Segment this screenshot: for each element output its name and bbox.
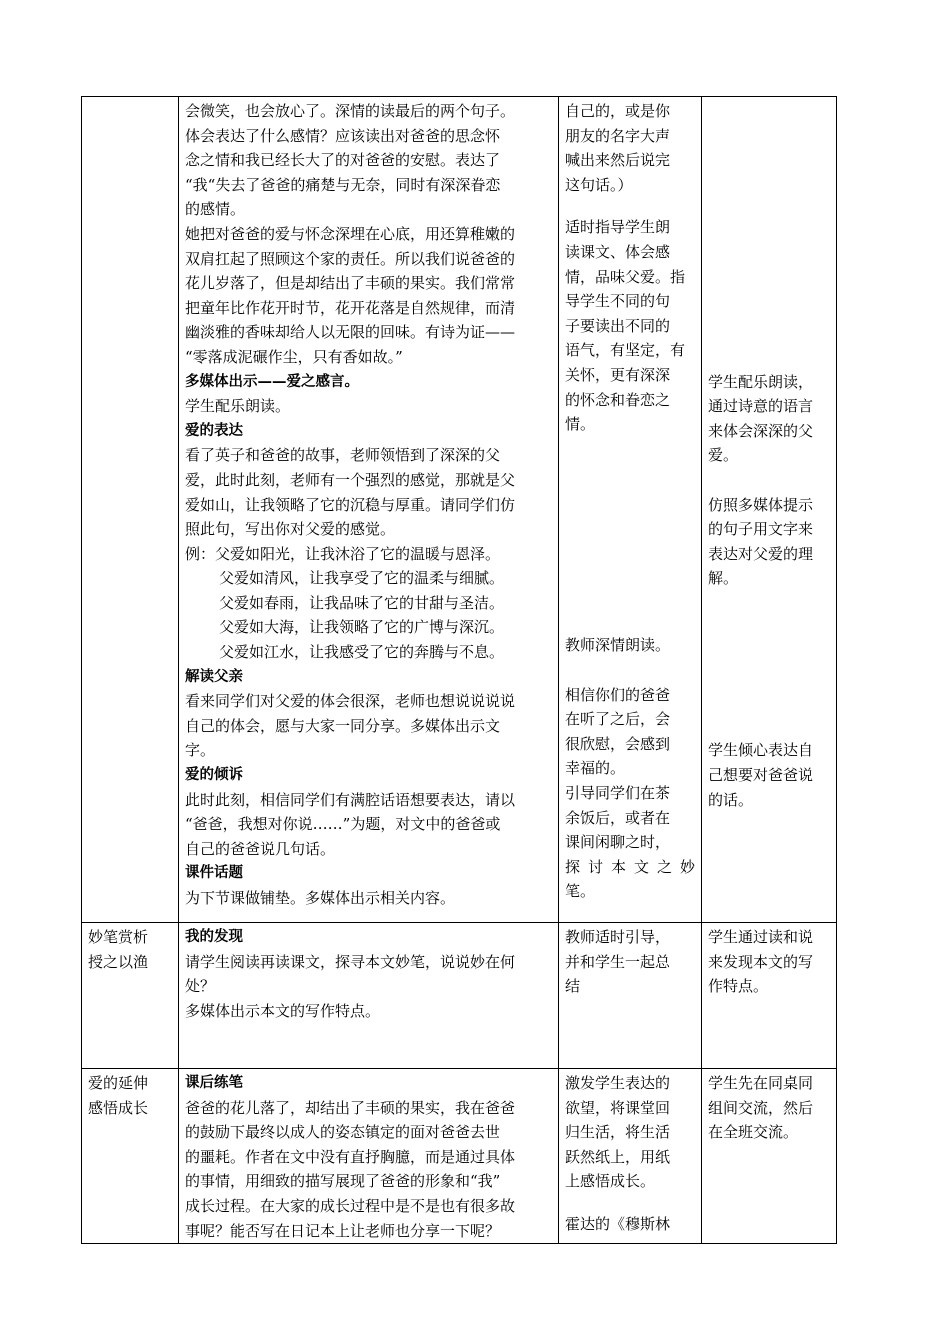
- text-line: 作特点。: [708, 977, 769, 996]
- spacer: [565, 658, 695, 683]
- lesson-plan-table: [81, 96, 837, 1244]
- text-line: 结: [565, 977, 581, 996]
- text-line: 情。: [565, 415, 596, 434]
- text-line: 父爱如大海，让我领略了它的广博与深沉。: [219, 618, 505, 637]
- text-line: 事呢？能否写在日记本上让老师也分享一下呢？: [185, 1221, 501, 1240]
- text-line: 多媒体出示本文的写作特点。: [185, 1001, 381, 1020]
- text-line: 相信你们的爸爸: [565, 685, 671, 704]
- spacer: [708, 468, 830, 493]
- text-line: 妙笔赏析: [88, 928, 149, 946]
- spacer: [708, 222, 830, 247]
- text-line: 教师适时引导，: [565, 928, 671, 946]
- spacer: [708, 615, 830, 640]
- text-line: 的句子用文字来: [708, 520, 814, 539]
- text-line: 爱，此时此刻，老师有一个强烈的感觉，那就是父: [185, 470, 516, 489]
- spacer: [708, 148, 830, 173]
- spacer: [708, 591, 830, 616]
- text-line: 体会表达了什么感情？应该读出对爸爸的思念怀: [185, 126, 501, 145]
- text-line: 余饭后，或者在: [565, 808, 671, 827]
- text-line: 的事情，用细致的描写展现了爸爸的形象和“我”: [185, 1172, 501, 1191]
- content-cell: [179, 97, 559, 923]
- spacer: [565, 461, 695, 486]
- text-line: 感悟成长: [88, 1098, 149, 1117]
- text-line: “零落成泥碾作尘，只有香如故。”: [185, 347, 403, 366]
- text-line: 爱如山，让我领略了它的沉稳与厚重。请同学们仿: [185, 495, 516, 514]
- text-line: 在全班交流。: [708, 1123, 799, 1142]
- text-line: 欲望，将课堂回: [565, 1098, 671, 1117]
- text-line: 课间闲聊之时，: [565, 833, 671, 852]
- text-line: 激发学生表达的: [565, 1074, 671, 1092]
- spacer: [565, 437, 695, 462]
- text-line: 朋友的名字大声: [565, 126, 671, 145]
- student-activity-cell: [702, 1069, 837, 1244]
- section-heading: 爱的倾诉: [185, 767, 243, 784]
- text-line: 子要读出不同的: [565, 316, 671, 335]
- text-line: 字。: [185, 741, 216, 760]
- text-line: 自己的体会，愿与大家一同分享。多媒体出示文: [185, 716, 501, 735]
- text-line: 语气，有坚定，有: [565, 341, 686, 360]
- text-line: 导学生不同的句: [565, 292, 671, 311]
- text-line: 自己的爸爸说几句话。: [185, 839, 336, 858]
- text-line: 自己的，或是你: [565, 102, 671, 120]
- text-line: 探讨本文之妙: [565, 857, 695, 876]
- stage-cell: [82, 1069, 179, 1244]
- text-line: 跃然纸上，用纸: [565, 1147, 671, 1166]
- text-line: 的感情。: [185, 200, 246, 219]
- spacer: [565, 560, 695, 585]
- text-line: 父爱如清风，让我享受了它的温柔与细腻。: [219, 569, 505, 588]
- spacer: [708, 124, 830, 149]
- content-cell: [179, 1069, 559, 1244]
- spacer: [708, 640, 830, 665]
- text-line: “我“失去了爸爸的痛楚与无奈，同时有深深眷恋: [185, 175, 501, 194]
- text-line: 仿照多媒体提示: [708, 495, 814, 514]
- section-heading: 爱的表达: [185, 422, 243, 439]
- text-line: 来体会深深的父: [708, 421, 814, 440]
- teacher-activity-cell: [559, 923, 702, 1069]
- text-line: 通过诗意的语言: [708, 397, 814, 416]
- spacer: [708, 173, 830, 198]
- text-line: 适时指导学生朗: [565, 218, 671, 237]
- text-line: 父爱如江水，让我感受了它的奔腾与不息。: [219, 643, 505, 662]
- text-line: 的鼓励下最终以成人的姿态镇定的面对爸爸去世: [185, 1123, 501, 1142]
- text-line: 的怀念和眷恋之: [565, 390, 671, 409]
- spacer: [708, 247, 830, 272]
- text-line: 爱的延伸: [88, 1074, 149, 1092]
- text-line: 看了英子和爸爸的故事，老师领悟到了深深的父: [185, 446, 501, 465]
- text-line: 来发现本文的写: [708, 952, 814, 971]
- table-row: [82, 97, 837, 923]
- text-line: 处？: [185, 977, 216, 996]
- text-line: 喊出来然后说完: [565, 151, 671, 170]
- text-line: 请学生阅读再读课文，探寻本文妙笔，说说妙在何: [185, 952, 516, 971]
- text-line: 这句话。）: [565, 175, 633, 194]
- text-line: 归生活，将生活: [565, 1123, 671, 1142]
- student-activity-cell: [702, 923, 837, 1069]
- text-line: 花儿岁落了，但是却结出了丰硕的果实。我们常常: [185, 274, 516, 293]
- stage-cell: [82, 97, 179, 923]
- teacher-activity-cell: [559, 1069, 702, 1244]
- spacer: [565, 486, 695, 511]
- text-line: 双肩扛起了照顾这个家的责任。所以我们说爸爸的: [185, 249, 516, 268]
- text-line: 学生先在同桌同: [708, 1074, 814, 1092]
- spacer: [708, 197, 830, 222]
- text-line: 例：父爱如阳光，让我沐浴了它的温暖与恩泽。: [185, 544, 501, 563]
- text-line: 成长过程。在大家的成长过程中是不是也有很多故: [185, 1196, 516, 1215]
- text-line: 读课文、体会感: [565, 242, 671, 261]
- text-line: 霍达的《穆斯林: [565, 1214, 671, 1233]
- content-cell: [179, 923, 559, 1069]
- spacer: [565, 535, 695, 560]
- text-line: 念之情和我已经长大了的对爸爸的安慰。表达了: [185, 151, 501, 170]
- text-line: 此时此刻，相信同学们有满腔话语想要表达，请以: [185, 790, 516, 809]
- spacer: [565, 1194, 695, 1212]
- text-line: 己想要对爸爸说: [708, 766, 814, 785]
- section-heading: 解读父亲: [185, 668, 243, 685]
- table-row: [82, 923, 837, 1069]
- section-heading: 课后练笔: [185, 1075, 243, 1091]
- section-heading: 课件话题: [185, 865, 243, 882]
- text-line: 爸爸的花儿落了，却结出了丰硕的果实，我在爸爸: [185, 1098, 516, 1117]
- spacer: [565, 511, 695, 536]
- text-line: 教师深情朗读。: [565, 636, 671, 655]
- spacer: [708, 714, 830, 739]
- spacer: [565, 609, 695, 634]
- text-line: 笔。: [565, 882, 596, 901]
- spacer: [708, 345, 830, 370]
- text-line: 很欣慰，会感到: [565, 734, 671, 753]
- text-line: 幽淡雅的香味却给人以无限的回味。有诗为证——: [185, 323, 516, 342]
- text-line: 的话。: [708, 790, 754, 809]
- spacer: [708, 296, 830, 321]
- text-line: 的噩耗。作者在文中没有直抒胸臆，而是通过具体: [185, 1147, 516, 1166]
- text-line: 看来同学们对父爱的体会很深，老师也想说说说说: [185, 692, 516, 711]
- text-line: 学生倾心表达自: [708, 741, 814, 760]
- text-line: 照此句，写出你对父爱的感觉。: [185, 520, 396, 539]
- text-line: 会微笑，也会放心了。深情的读最后的两个句子。: [185, 102, 516, 120]
- table-row: [82, 1069, 837, 1244]
- spacer: [565, 584, 695, 609]
- stage-cell: [82, 923, 179, 1069]
- spacer: [565, 197, 695, 215]
- spacer: [708, 320, 830, 345]
- text-line: 把童年比作花开时节，花开花落是自然规律，而清: [185, 298, 516, 317]
- section-heading: 多媒体出示——爱之感言。: [185, 373, 359, 390]
- text-line: “爸爸，我想对你说……”为题，对文中的爸爸或: [185, 815, 501, 834]
- text-line: 解。: [708, 569, 739, 588]
- text-line: 学生通过读和说: [708, 928, 814, 946]
- text-line: 她把对爸爸的爱与怀念深埋在心底，用还算稚嫩的: [185, 224, 516, 243]
- spacer: [708, 99, 830, 124]
- text-line: 上感悟成长。: [565, 1172, 656, 1191]
- text-line: 表达对父爱的理: [708, 544, 814, 563]
- text-line: 为下节课做铺垫。多媒体出示相关内容。: [185, 889, 456, 907]
- spacer: [708, 689, 830, 714]
- spacer: [708, 271, 830, 296]
- text-line: 在听了之后，会: [565, 710, 671, 729]
- text-line: 组间交流，然后: [708, 1098, 814, 1117]
- teacher-activity-cell: [559, 97, 702, 923]
- text-line: 情，品味父爱。指: [565, 267, 686, 286]
- text-line: 学生配乐朗读，: [708, 372, 814, 391]
- text-line: 父爱如春雨，让我品味了它的甘甜与圣洁。: [219, 593, 505, 612]
- text-line: 并和学生一起总: [565, 952, 671, 971]
- text-line: 爱。: [708, 446, 739, 465]
- text-line: 幸福的。: [565, 759, 626, 778]
- text-line: 引导同学们在茶: [565, 784, 671, 803]
- text-line: 学生配乐朗读。: [185, 397, 291, 416]
- text-line: 授之以渔: [88, 952, 149, 971]
- student-activity-cell: [702, 97, 837, 923]
- section-heading: 我的发现: [185, 929, 243, 945]
- spacer: [708, 665, 830, 690]
- text-line: 关怀，更有深深: [565, 365, 671, 384]
